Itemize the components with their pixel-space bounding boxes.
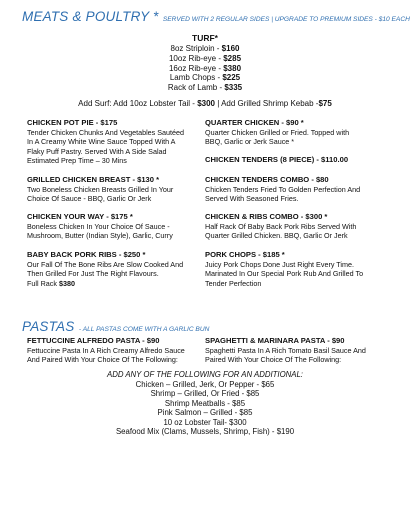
addition-line: Shrimp – Grilled, Or Fried - $85 (150, 389, 260, 398)
item-description: Two Boneless Chicken Breasts Grilled In Your Choice Of Sauce - BBQ, Garlic Or Jerk (27, 185, 174, 204)
pastas-section-title: PASTAS (22, 319, 75, 334)
pastas-section-subtitle: - ALL PASTAS COME WITH A GARLIC BUN (78, 326, 210, 333)
menu-item (27, 175, 215, 204)
item-description: Tender Chicken Chunks And Vegetables Sautéed In A Creamy White Wine Sauce Topped With A Flaky Puff Pastry. Served With A Side Salad Estimated Prep Time – 30 Mins (27, 128, 185, 166)
menu-item (27, 118, 215, 166)
menu-item (205, 250, 393, 288)
full-rack-line: Full Rack $380 (27, 278, 75, 288)
addition-line: 10 oz Lobster Tail- $300 (163, 417, 247, 427)
item-name: CHICKEN YOUR WAY - $175 * (27, 212, 133, 221)
item-description: Chicken Tenders Fried To Golden Perfection And Served With Seasoned Fries. (205, 185, 361, 204)
item-description: Juicy Pork Chops Done Just Right Every Time. Marinated In Our Special Pork Rub And Grilled To Tender Perfection (205, 260, 364, 288)
menu-item (205, 336, 393, 365)
menu-item (205, 212, 393, 241)
item-name: QUARTER CHICKEN - $90 * (205, 118, 304, 127)
item-description: Boneless Chicken In Your Choice Of Sauce - Mushroom, Butter (Indian Style), Garlic, Curry (27, 222, 173, 241)
item-description: Spaghetti Pasta In A Rich Tomato Basil Sauce And Paired With Your Choice Of The Following: (205, 346, 366, 365)
item-name: PORK CHOPS - $185 * (205, 250, 285, 259)
meats-section-title: MEATS & POULTRY * (22, 9, 159, 24)
add-surf-line: Add Surf: Add 10oz Lobster Tail - $300 | Add Grilled Shrimp Kebab -$75 (78, 99, 332, 108)
menu-item (205, 175, 393, 204)
addition-line: Chicken – Grilled, Jerk, Or Pepper - $65 (135, 379, 275, 389)
pasta-additions (0, 370, 410, 437)
item-name: FETTUCCINE ALFREDO PASTA - $90 (27, 336, 160, 345)
turf-line: 10oz Rib-eye - $285 (168, 53, 242, 63)
item-name: CHICKEN TENDERS COMBO - $80 (205, 175, 329, 184)
turf-line: 8oz Striploin - $160 (170, 44, 240, 53)
menu-item (27, 336, 217, 365)
menu-item (205, 155, 393, 165)
item-name: SPAGHETTI & MARINARA PASTA - $90 (205, 336, 345, 345)
turf-title: TURF* (192, 33, 218, 43)
item-name: GRILLED CHICKEN BREAST - $130 * (27, 175, 160, 184)
item-name: CHICKEN & RIBS COMBO - $300 * (205, 212, 328, 221)
menu-item (27, 250, 215, 288)
item-description: Quarter Chicken Grilled or Fried. Topped with BBQ, Garlic or Jerk Sauce * (205, 128, 350, 147)
item-name: CHICKEN TENDERS (8 PIECE) - $110.00 (205, 155, 349, 164)
meats-section-subtitle: SERVED WITH 2 REGULAR SIDES | UPGRADE TO PREMIUM SIDES - $10 EACH (162, 16, 410, 23)
turf-line: Rack of Lamb - $335 (167, 83, 243, 93)
turf-line: Lamb Chops - $225 (169, 73, 241, 83)
item-description: Fettuccine Pasta In A Rich Creamy Alfredo Sauce And Paired With Your Choice Of The Following: (27, 346, 185, 365)
item-name: CHICKEN POT PIE - $175 (27, 118, 118, 127)
item-description: Half Rack Of Baby Back Pork Ribs Served With Quarter Grilled Chicken. BBQ, Garlic Or Jerk (205, 222, 357, 241)
addition-line: Seafood Mix (Clams, Mussels, Shrimp, Fish) - $190 (115, 427, 295, 436)
menu-item (205, 118, 393, 147)
item-description: Our Fall Of The Bone Ribs Are Slow Cooked And Then Grilled For Just The Right Flavours. (27, 260, 184, 279)
addition-line: Pink Salmon – Grilled - $85 (157, 408, 253, 417)
turf-line: 16oz Rib-eye - $380 (168, 63, 242, 73)
addition-line: Shrimp Meatballs - $85 (164, 398, 246, 408)
pastas-section-header (22, 318, 209, 336)
turf-block (0, 33, 410, 93)
meats-section-header (22, 8, 410, 26)
item-name: BABY BACK PORK RIBS - $250 * (27, 250, 146, 259)
menu-item (27, 212, 215, 241)
additions-heading: ADD ANY OF THE FOLLOWING FOR AN ADDITIONAL: (107, 370, 303, 379)
